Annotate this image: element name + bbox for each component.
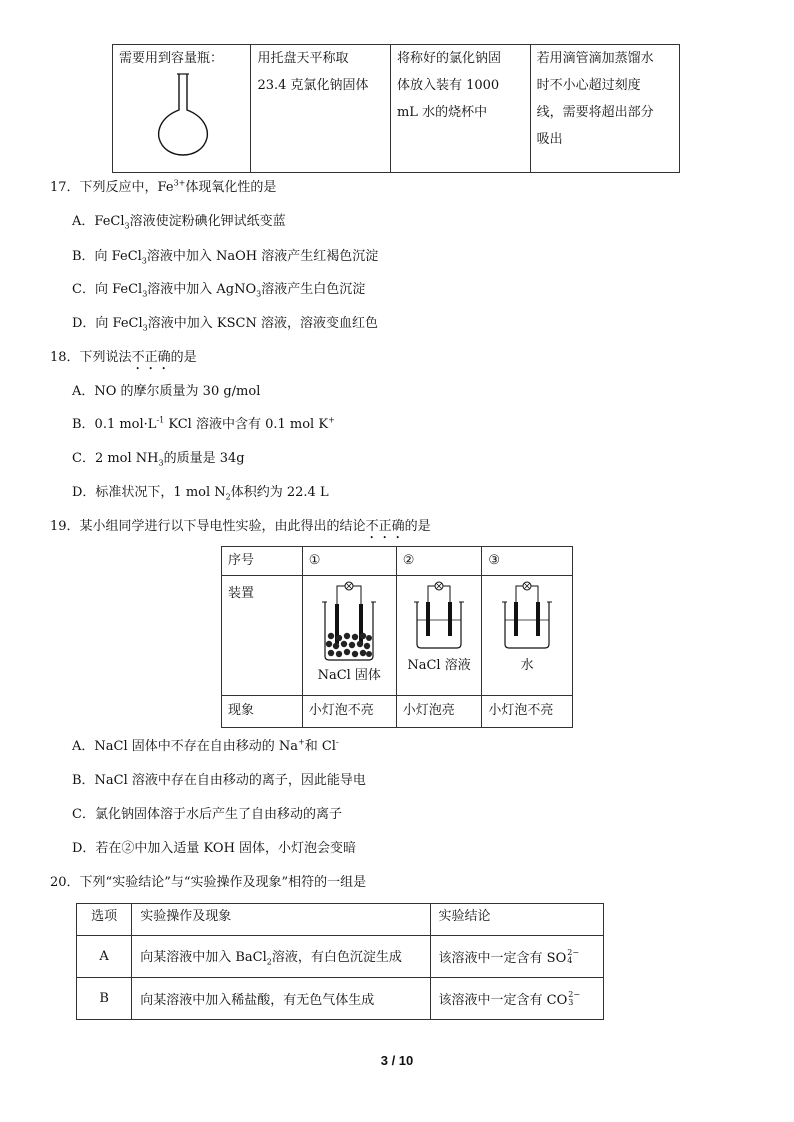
header-operation: 实验操作及现象 (132, 904, 430, 936)
emphasized-text: 不正确 (131, 350, 171, 365)
cell-4-line-4: 吸出 (536, 132, 563, 147)
page-number: 3 / 10 (380, 1053, 414, 1068)
row-operation (132, 978, 430, 1020)
operation-text: 向某溶液中加入 BaCl (140, 950, 267, 966)
phenomenon-3: 小灯泡不亮 (482, 696, 573, 728)
apparatus-2-label: NaCl 溶液 (407, 658, 471, 673)
question-number: 20． (50, 875, 80, 890)
option-text: 溶液使淀粉碘化钾试纸变蓝 (129, 214, 286, 229)
row-conclusion (430, 978, 603, 1020)
superscript: + (298, 737, 305, 747)
cell-3-line-3: mL 水的烧杯中 (396, 105, 488, 120)
conclusion-text: 该溶液中一定含有 SO (438, 951, 567, 966)
conclusion-text: 该溶液中一定含有 CO (438, 993, 568, 1008)
experiment-table (76, 903, 604, 1020)
question-19-stem (50, 515, 431, 542)
ion-charge: 2− (568, 989, 581, 999)
header-conclusion: 实验结论 (430, 904, 603, 936)
header-2: ② (396, 547, 482, 576)
beaker-water-icon (495, 580, 559, 650)
question-20-stem (50, 871, 366, 890)
option-text: 的质量是 34g (163, 451, 245, 466)
option-text: A．FeCl (72, 214, 125, 229)
operation-text: 向某溶液中加入稀盐酸，有无色气体生成 (140, 993, 375, 1008)
ion-subscript: 3 (568, 997, 574, 1007)
table-row (77, 978, 604, 1020)
operation-text: 溶液，有白色沉淀生成 (271, 950, 402, 966)
cell-4-line-2: 时不小心超过刻度 (536, 78, 641, 93)
subscript: 3 (142, 323, 148, 333)
top-table-cell-4 (530, 45, 679, 173)
ion-charge: 2− (567, 947, 580, 957)
beaker-solution-icon (407, 580, 471, 650)
option-text: 和 Cl (304, 739, 336, 754)
stem-text: 下列“实验结论”与“实验操作及现象”相符的一组是 (79, 875, 367, 890)
row-phenomenon-label: 现象 (222, 696, 303, 728)
stem-text: 下列反应中，Fe (79, 180, 174, 195)
superscript: - (335, 737, 339, 747)
question-18-stem (50, 346, 197, 373)
apparatus-1 (302, 576, 396, 696)
q18-option-b (72, 413, 335, 432)
option-text: C．向 FeCl (72, 282, 143, 297)
q17-option-d (72, 312, 378, 333)
stem-text: 体现氧化性的是 (185, 180, 277, 195)
cell-2-line-2: 23.4 克氯化钠固体 (257, 78, 369, 93)
option-text: 溶液中加入 NaOH 溶液产生红褐色沉淀 (146, 249, 379, 264)
question-number: 18． (50, 350, 80, 365)
q18-option-a: A．NO 的摩尔质量为 30 g/mol (72, 384, 261, 399)
subscript: 2 (225, 492, 231, 502)
row-conclusion (430, 936, 603, 978)
top-table-cell-3 (390, 45, 530, 173)
emphasized-text: 不正确 (365, 519, 405, 534)
row-apparatus-label: 装置 (222, 576, 303, 696)
row-option: A (77, 936, 132, 978)
top-table-cell-2 (251, 45, 391, 173)
header-1: ① (302, 547, 396, 576)
stem-text: 下列说法 (79, 350, 132, 365)
q17-option-c (72, 278, 365, 299)
stem-text: 的是 (404, 519, 431, 534)
phenomenon-2: 小灯泡亮 (396, 696, 482, 728)
header-serial: 序号 (222, 547, 303, 576)
q19-option-b: B．NaCl 溶液中存在自由移动的离子，因此能导电 (72, 773, 366, 788)
option-text: B．0.1 mol·L (72, 417, 157, 432)
volumetric-flask-icon (153, 72, 213, 157)
option-text: 溶液中加入 AgNO (147, 282, 257, 297)
cell-2-line-1: 用托盘天平称取 (257, 51, 349, 66)
q18-option-c (72, 447, 245, 468)
subscript: 3 (256, 289, 262, 299)
apparatus-2 (396, 576, 482, 696)
q19-option-d: D．若在②中加入适量 KOH 固体，小灯泡会变暗 (72, 841, 357, 856)
option-text: 体积约为 22.4 L (230, 485, 329, 500)
option-text: D．标准状况下，1 mol N (72, 485, 226, 500)
row-option: B (77, 978, 132, 1020)
option-text: A．NaCl 固体中不存在自由移动的 Na (72, 739, 299, 754)
phenomenon-1: 小灯泡不亮 (302, 696, 396, 728)
header-3: ③ (482, 547, 573, 576)
q19-option-c: C．氯化钠固体溶于水后产生了自由移动的离子 (72, 807, 342, 822)
header-option: 选项 (77, 904, 132, 936)
apparatus-1-label: NaCl 固体 (317, 668, 381, 683)
conductivity-table (221, 546, 573, 728)
cell-4-line-1: 若用滴管滴加蒸馏水 (536, 51, 654, 66)
apparatus-3 (482, 576, 573, 696)
subscript: 3 (141, 256, 147, 266)
subscript: 3 (142, 289, 148, 299)
q19-option-a (72, 735, 339, 754)
top-table-cell-1 (113, 45, 251, 173)
superscript: + (328, 415, 335, 425)
cell-3-line-2: 体放入装有 1000 (396, 78, 500, 93)
question-number: 17． (50, 180, 80, 195)
table-row (77, 936, 604, 978)
q17-option-b (72, 245, 378, 266)
superscript: 3+ (173, 178, 186, 188)
ion-subscript: 4 (567, 955, 573, 965)
row-operation (132, 936, 430, 978)
option-text: C．2 mol NH (72, 451, 159, 466)
apparatus-3-label: 水 (520, 658, 534, 673)
superscript: -1 (156, 415, 165, 425)
cell-3-line-1: 将称好的氯化钠固 (396, 51, 501, 66)
option-text: 溶液产生白色沉淀 (261, 282, 366, 297)
q17-option-a (72, 210, 286, 231)
beaker-solid-icon (317, 580, 381, 662)
question-number: 19． (50, 519, 80, 534)
option-text: KCl 溶液中含有 0.1 mol K (164, 417, 329, 432)
option-text: D．向 FeCl (72, 316, 143, 331)
cell-4-line-3: 线，需要将超出部分 (536, 105, 654, 120)
question-17-stem (50, 176, 276, 195)
volumetric-flask-label: 需要用到容量瓶： (119, 51, 224, 66)
stem-text: 的是 (170, 350, 197, 365)
subscript: 3 (124, 221, 130, 231)
top-table (112, 44, 680, 173)
option-text: B．向 FeCl (72, 249, 142, 264)
option-text: 溶液中加入 KSCN 溶液，溶液变血红色 (147, 316, 378, 331)
subscript: 2 (266, 957, 272, 967)
subscript: 3 (158, 458, 164, 468)
stem-text: 某小组同学进行以下导电性实验，由此得出的结论 (79, 519, 366, 534)
q18-option-d (72, 481, 329, 502)
